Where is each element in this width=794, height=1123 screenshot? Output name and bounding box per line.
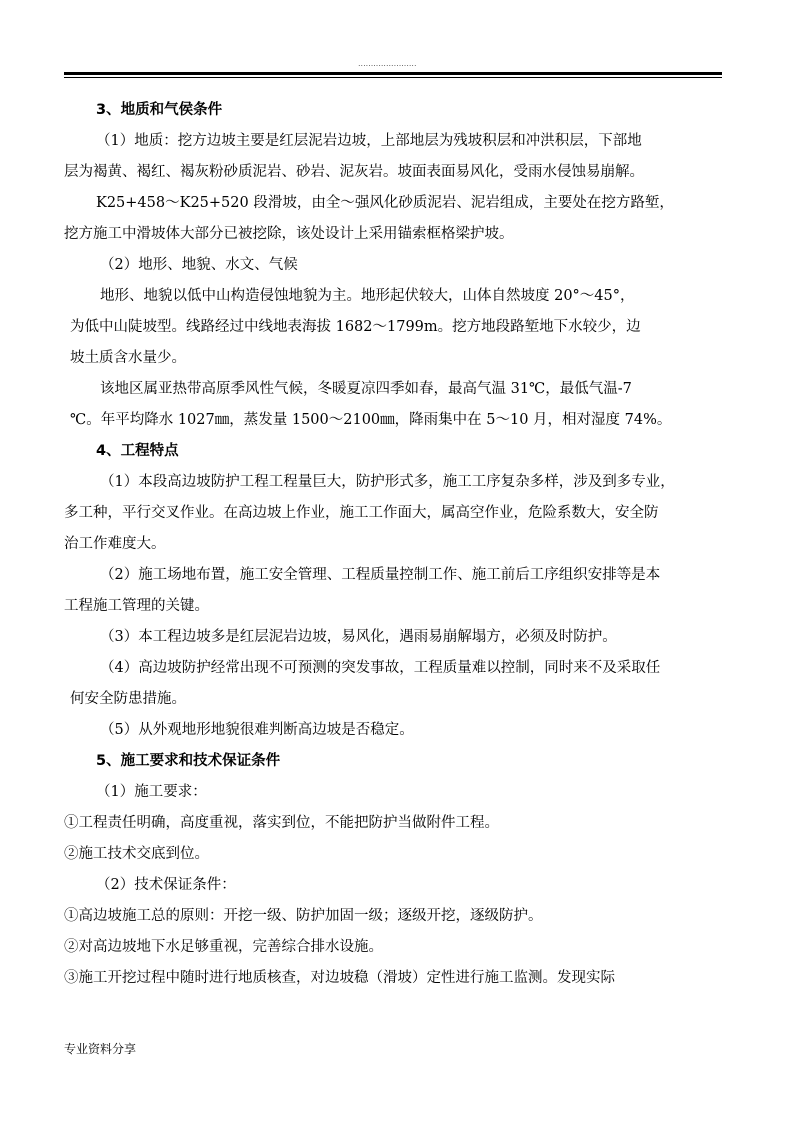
section-heading-5: 5、施工要求和技术保证条件 <box>96 753 281 769</box>
paragraph-line: 该地区属亚热带高原季风性气候，冬暖夏凉四季如春，最高气温 31℃，最低气温-7 <box>100 381 632 397</box>
paragraph-line: 治工作难度大。 <box>64 536 166 552</box>
paragraph-line: （4）高边坡防护经常出现不可预测的突发事故，工程质量难以控制，同时来不及采取任 <box>100 660 661 676</box>
paragraph-line: （1）本段高边坡防护工程工程量巨大，防护形式多，施工工序复杂多样，涉及到多专业， <box>100 474 675 490</box>
list-item: ③施工开挖过程中随时进行地质核查，对边坡稳（滑坡）定性进行施工监测。发现实际 <box>64 970 615 986</box>
list-item: ②施工技术交底到位。 <box>64 846 209 862</box>
footer-text: 专业资料分享 <box>64 1042 137 1056</box>
paragraph-line: 挖方施工中滑坡体大部分已被挖除，该处设计上采用锚索框格梁护坡。 <box>64 226 514 242</box>
paragraph-line: 何安全防患措施。 <box>70 691 186 707</box>
header-rule-thin <box>64 77 722 78</box>
paragraph-line: 坡土质含水量少。 <box>70 350 186 366</box>
section-heading-4: 4、工程特点 <box>96 443 179 459</box>
paragraph-line: （1）地质：挖方边坡主要是红层泥岩边坡，上部地层为残坡积层和冲洪积层，下部地 <box>96 133 642 149</box>
paragraph-line: （2）施工场地布置，施工安全管理、工程质量控制工作、施工前后工序组织安排等是本 <box>100 567 661 583</box>
subheading-line: （1）施工要求： <box>96 784 207 800</box>
paragraph-line: （3）本工程边坡多是红层泥岩边坡，易风化，遇雨易崩解塌方，必须及时防护。 <box>100 629 617 645</box>
paragraph-line: 地形、地貌以低中山构造侵蚀地貌为主。地形起伏较大，山体自然坡度 20°～45°， <box>100 288 635 304</box>
subheading-line: （2）技术保证条件： <box>96 877 236 893</box>
document-body <box>64 95 724 994</box>
paragraph-line: 为低中山陡坡型。线路经过中线地表海拔 1682～1799m。挖方地段路堑地下水较少，边 <box>70 319 641 335</box>
paragraph-line: ℃。年平均降水 1027㎜，蒸发量 1500～2100㎜，降雨集中在 5～10 月，相对湿度 74%。 <box>70 412 672 428</box>
header-dots: ....................... <box>358 60 417 68</box>
paragraph-line: 工程施工管理的关键。 <box>64 598 209 614</box>
paragraph-line: （5）从外观地形地貌很难判断高边坡是否稳定。 <box>100 722 414 738</box>
list-item: ②对高边坡地下水足够重视，完善综合排水设施。 <box>64 939 383 955</box>
header-rule-thick <box>64 72 722 75</box>
subheading-line: （2）地形、地貌、水文、气候 <box>100 257 298 273</box>
paragraph-line: 层为褐黄、褐红、褐灰粉砂质泥岩、砂岩、泥灰岩。坡面表面易风化，受雨水侵蚀易崩解。 <box>64 164 644 180</box>
list-item: ①高边坡施工总的原则：开挖一级、防护加固一级；逐级开挖，逐级防护。 <box>64 908 543 924</box>
paragraph-line: 多工种，平行交叉作业。在高边坡上作业，施工工作面大，属高空作业，危险系数大，安全防 <box>64 505 659 521</box>
section-heading-3: 3、地质和气侯条件 <box>96 102 223 118</box>
list-item: ①工程责任明确，高度重视，落实到位，不能把防护当做附件工程。 <box>64 815 499 831</box>
paragraph-line: K25+458～K25+520 段滑坡，由全～强风化砂质泥岩、泥岩组成，主要处在挖方路堑， <box>96 195 674 211</box>
